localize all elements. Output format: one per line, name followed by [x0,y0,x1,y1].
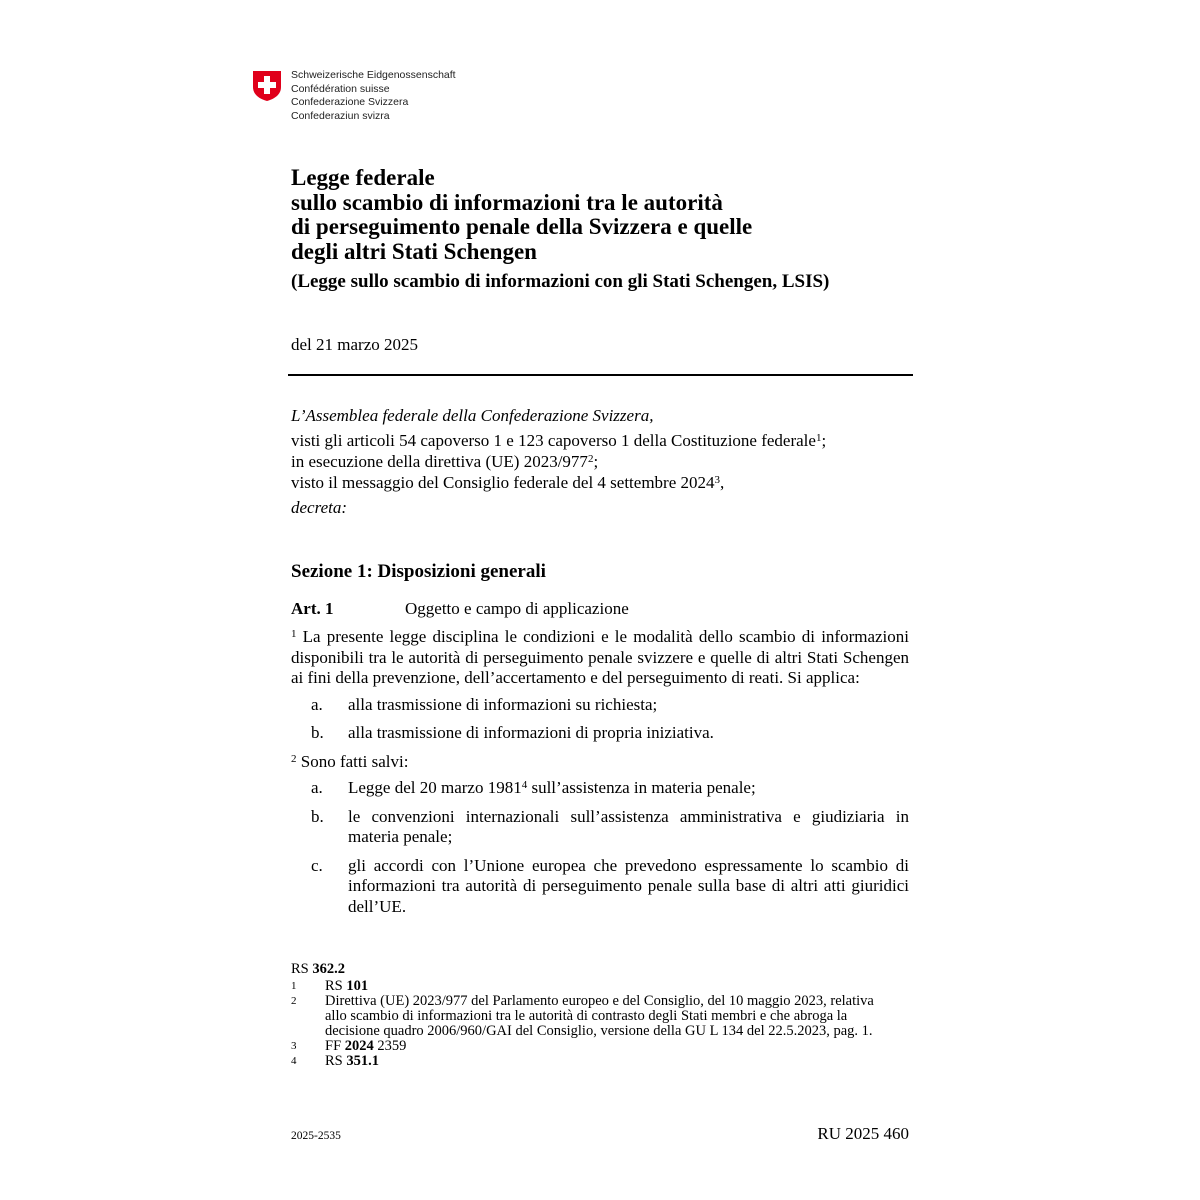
list-item [291,723,909,744]
footnote-suffix: 2359 [373,1038,407,1054]
preamble-punct: ; [821,431,827,450]
ru-reference: RU 2025 460 [817,1124,909,1143]
article-body [291,627,909,925]
footnote-prefix: RS [325,1053,347,1069]
footnote-prefix: Direttiva (UE) 2023/977 del Parlamento europeo e del Consiglio, del 10 maggio 2023, relativa allo scambio di informazioni tra le autorità di contrasto degli Stati membri e che abroga la decisione quadro 2006/960/GAI del Consiglio, versione della GU L 134 del 22.5.2023, pag. 1. [325,993,874,1039]
section-heading: Sezione 1: Disposizioni generali [291,561,546,582]
divider [288,374,913,376]
paragraph-2 [291,752,909,773]
decreta-line: decreta: [291,498,348,517]
document-code: 2025-2535 [291,1130,341,1142]
list-marker: a. [311,694,323,714]
footnote-number: 4 [291,1055,297,1067]
assembly-line: L’Assemblea federale della Confederazione Svizzera, [291,406,654,425]
preamble-text: in esecuzione della direttiva (UE) 2023/977 [291,452,588,471]
footnote-ref[interactable]: 2 [587,453,594,465]
list-text: le convenzioni internazionali sull’assistenza amministrativa e giudiziaria in materia penale; [348,806,909,846]
title-line: Legge federale [291,165,435,190]
preamble-line-2 [291,451,911,472]
footnote-number: 2 [291,995,297,1007]
footnote-prefix: FF [325,1038,345,1054]
footnote-item [291,1039,891,1054]
list-text-part: sull’assistenza in materia penale; [527,778,756,797]
paragraph-1 [291,627,909,689]
footnote-text [325,979,891,994]
footnote-bold: 101 [346,978,369,994]
list-text [348,778,909,799]
footnote-number: 3 [291,1040,297,1052]
list-2 [291,778,909,917]
footnote-ref[interactable]: 4 [521,779,528,791]
list-text: alla trasmissione di informazioni su richiesta; [348,694,658,714]
footnote-item [291,1054,891,1069]
footnote-bold: 351.1 [346,1053,379,1069]
footnote-prefix: RS [325,978,347,994]
footnote-item [291,994,891,1039]
list-item [291,695,909,716]
rs-prefix: RS [291,961,313,977]
preamble-text: visto il messaggio del Consiglio federale del 4 settembre 2024 [291,473,715,492]
agency-line-fr: Confédération suisse [291,82,390,95]
law-date: del 21 marzo 2025 [291,335,418,354]
paragraph-number: 1 [291,628,297,640]
footnote-text [325,1054,891,1069]
agency-line-it: Confederazione Svizzera [291,96,409,109]
title-line: di perseguimento penale della Svizzera e quelle [291,214,753,239]
paragraph-number: 2 [291,752,297,765]
swiss-cross-shield-icon [252,70,282,102]
list-1 [291,695,909,744]
footnote-ref[interactable]: 3 [714,474,720,486]
footnote-text [325,1039,891,1054]
list-text: alla trasmissione di informazioni di propria iniziativa. [348,723,714,742]
agency-line-rm: Confederaziun svizra [291,109,390,122]
title-line: sullo scambio di informazioni tra le autorità [291,189,723,215]
agency-line-de: Schweizerische Eidgenossenschaft [291,69,456,81]
paragraph-text: Sono fatti salvi: [300,751,409,771]
rs-reference [291,962,891,977]
preamble-line-1 [291,430,911,451]
agency-names [291,69,456,123]
list-marker: a. [311,778,323,797]
short-title: (Legge sullo scambio di informazioni con gli Stati Schengen, LSIS) [291,271,830,292]
rs-number: 362.2 [312,961,345,977]
footnote-number: 1 [291,980,297,992]
article-heading [291,599,629,619]
preamble [291,405,911,518]
list-text-part: Legge del 20 marzo 1981 [348,778,522,797]
article-number: Art. 1 [291,599,334,618]
list-marker: b. [311,806,324,826]
list-marker: b. [311,723,324,742]
preamble-punct: , [720,473,725,492]
list-item [291,778,909,799]
article-title: Oggetto e campo di applicazione [405,599,629,618]
footnote-ref[interactable]: 1 [815,432,822,444]
preamble-punct: ; [593,452,599,471]
footnote-bold: 2024 [344,1038,374,1054]
title-line: degli altri Stati Schengen [291,238,537,264]
preamble-line-3 [291,472,911,493]
footnote-item [291,979,891,994]
list-item [291,856,909,918]
preamble-text: visti gli articoli 54 capoverso 1 e 123 capoverso 1 della Costituzione federale [291,431,816,450]
footnotes [291,962,891,1069]
footnote-text [325,994,891,1039]
paragraph-text: La presente legge disciplina le condizioni e le modalità dello scambio di informazioni disponibili tra le autorità di perseguimento penale svizzere e quelle di altri Stati Schengen ai fini della prevenzione, dell’accertamento e del perseguimento di reati. Si applica: [291,627,909,687]
list-marker: c. [311,855,323,875]
law-title [291,166,752,264]
list-item [291,807,909,848]
list-text: gli accordi con l’Unione europea che prevedono espressamente lo scambio di informazioni tra autorità di perseguimento penale sulla base di altri atti giuridici dell’UE. [348,855,909,916]
